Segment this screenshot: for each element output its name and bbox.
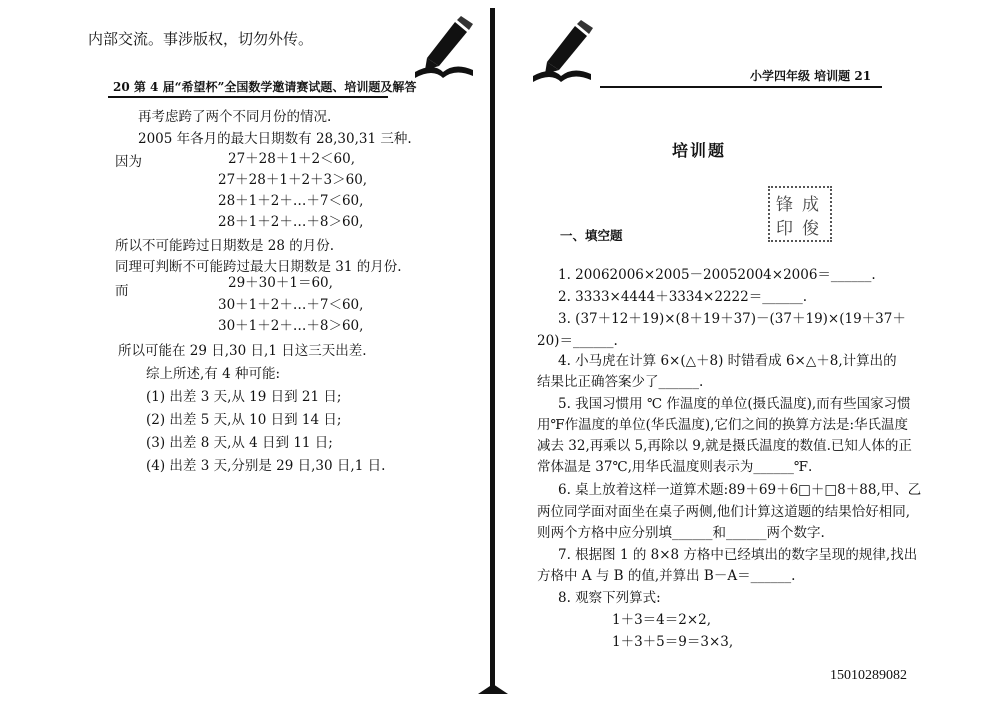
book-spine-foot [478, 684, 508, 694]
stamp-char: 成 [802, 195, 819, 215]
left-equation: 28＋1＋2＋…＋8＞60, [218, 214, 364, 230]
question-line: 20)＝______. [537, 333, 618, 349]
right-header-rule [600, 86, 882, 88]
left-equation: 30＋1＋2＋…＋8＞60, [218, 318, 364, 334]
question-line: 方格中 A 与 B 的值,并算出 B－A＝______. [537, 568, 796, 584]
question-line: 结果比正确答案少了______. [537, 374, 704, 390]
left-line: 所以可能在 29 日,30 日,1 日这三天出差. [118, 343, 367, 359]
left-line: 所以不可能跨过日期数是 28 的月份. [115, 238, 335, 254]
right-page-header: 小学四年级 培训题 21 [750, 69, 872, 83]
left-equation: 27＋28＋1＋2＜60, [228, 151, 356, 167]
question-line: 两位同学面对面坐在桌子两侧,他们计算这道题的结果恰好相同, [537, 504, 911, 520]
question-line: 6. 桌上放着这样一道算术题:89＋69＋6□＋□8＋88,甲、乙 [558, 482, 922, 498]
equation-line: 1＋3＋5＝9＝3×3, [612, 634, 734, 650]
left-line: 2005 年各月的最大日期数有 28,30,31 三种. [138, 131, 412, 147]
question-line: 用℉作温度的单位(华氏温度),它们之间的换算方法是:华氏温度 [537, 417, 909, 433]
left-page-header: 20 第 4 届“希望杯”全国数学邀请赛试题、培训题及解答 [113, 80, 417, 94]
left-list-item: (3) 出差 8 天,从 4 日到 11 日; [146, 435, 333, 451]
stamp-char: 俊 [802, 219, 819, 239]
section-heading: 一、填空题 [560, 228, 623, 243]
question-line: 4. 小马虎在计算 6×(△＋8) 时错看成 6×△＋8,计算出的 [558, 353, 897, 369]
phone-number: 15010289082 [830, 668, 907, 683]
left-line: 再考虑跨了两个不同月份的情况. [138, 109, 332, 125]
left-header-rule [108, 96, 388, 98]
question-line: 常体温是 37℃,用华氏温度则表示为______℉. [537, 459, 813, 475]
pen-book-logo-icon [405, 14, 480, 89]
question-line: 5. 我国习惯用 ℃ 作温度的单位(摄氏温度),而有些国家习惯 [558, 396, 911, 412]
question-line: 则两个方格中应分别填______和______两个数字. [537, 525, 825, 541]
pen-book-logo-icon [525, 18, 600, 93]
watermark-text: 内部交流。事涉版权，切勿外传。 [88, 30, 314, 48]
page-title: 培训题 [672, 141, 727, 160]
question-line: 8. 观察下列算式: [558, 590, 661, 606]
question-line: 减去 32,再乘以 5,再除以 9,就是摄氏温度的数值.已知人体的正 [537, 438, 912, 454]
left-list-item: (4) 出差 3 天,分别是 29 日,30 日,1 日. [146, 458, 386, 474]
left-equation: 28＋1＋2＋…＋7＜60, [218, 193, 364, 209]
left-line: 而 [115, 283, 129, 299]
left-equation: 30＋1＋2＋…＋7＜60, [218, 297, 364, 313]
stamp-char: 锋 [776, 195, 793, 215]
left-equation: 27＋28＋1＋2＋3＞60, [218, 172, 368, 188]
left-line: 因为 [115, 154, 142, 170]
question-line: 3. (37＋12＋19)×(8＋19＋37)－(37＋19)×(19＋37＋ [558, 311, 906, 327]
question-line: 2. 3333×4444＋3334×2222＝______. [558, 289, 808, 305]
equation-line: 1＋3＝4＝2×2, [612, 612, 712, 628]
question-line: 1. 20062006×2005－20052004×2006＝______. [558, 267, 876, 283]
stamp-char: 印 [776, 219, 793, 239]
left-line: 同理可判断不可能跨过最大日期数是 31 的月份. [115, 259, 402, 275]
left-line: 综上所述,有 4 种可能: [146, 366, 281, 382]
left-list-item: (1) 出差 3 天,从 19 日到 21 日; [146, 389, 342, 405]
seal-stamp [768, 186, 832, 242]
left-equation: 29＋30＋1＝60, [228, 275, 333, 291]
left-list-item: (2) 出差 5 天,从 10 日到 14 日; [146, 412, 342, 428]
book-spine [490, 8, 495, 694]
question-line: 7. 根据图 1 的 8×8 方格中已经填出的数字呈现的规律,找出 [558, 547, 918, 563]
